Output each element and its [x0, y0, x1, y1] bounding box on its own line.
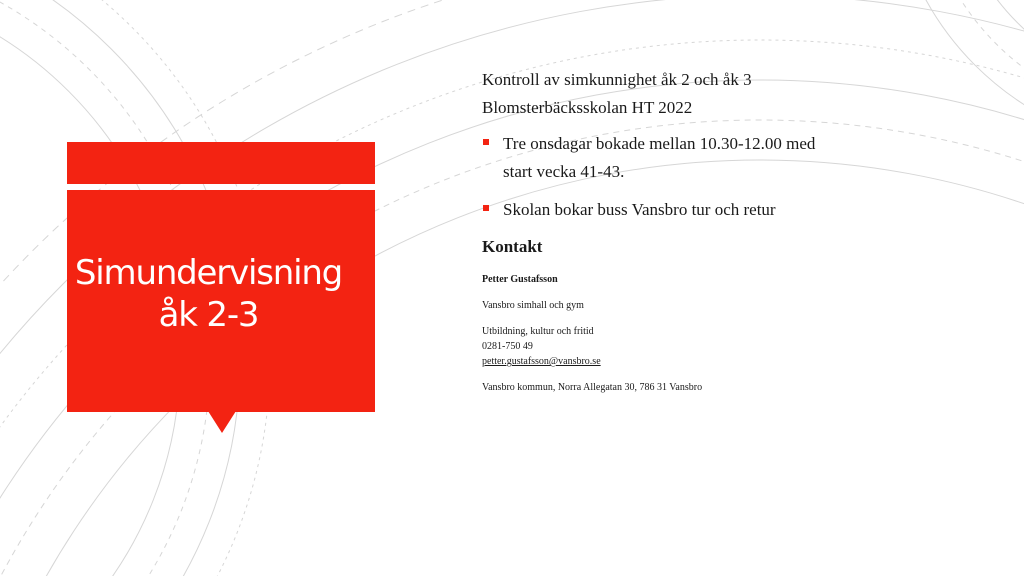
- contact-workplace: Vansbro simhall och gym: [482, 300, 584, 311]
- slide-title: [67, 252, 350, 336]
- title-line-1: Simundervisning: [74, 253, 343, 293]
- title-line-2: åk 2-3: [158, 295, 259, 335]
- bullet-list: [482, 130, 842, 224]
- intro-line-1: Kontroll av simkunnighet åk 2 och åk 3: [482, 70, 752, 89]
- contact-phone: 0281-750 49: [482, 341, 533, 352]
- contact-email-link[interactable]: petter.gustafsson@vansbro.se: [482, 356, 601, 367]
- contact-heading: Kontakt: [482, 237, 543, 256]
- bullet-item: [482, 196, 842, 224]
- contact-department: Utbildning, kultur och fritid: [482, 326, 594, 337]
- bullet-square-icon: [483, 139, 489, 145]
- intro-text: [482, 66, 842, 122]
- bullet-item: [482, 130, 842, 186]
- intro-line-2: Blomsterbäcksskolan HT 2022: [482, 98, 693, 117]
- accent-bar: [67, 142, 375, 184]
- title-box-pointer: [208, 411, 236, 433]
- contact-name: Petter Gustafsson: [482, 274, 558, 285]
- content-panel: [482, 66, 842, 395]
- bullet-square-icon: [483, 205, 489, 211]
- contact-address: Vansbro kommun, Norra Allegatan 30, 786 31 Vansbro: [482, 382, 703, 393]
- bullet-text: Skolan bokar buss Vansbro tur och retur: [503, 200, 776, 219]
- bullet-text: Tre onsdagar bokade mellan 10.30-12.00 med start vecka 41-43.: [503, 134, 816, 181]
